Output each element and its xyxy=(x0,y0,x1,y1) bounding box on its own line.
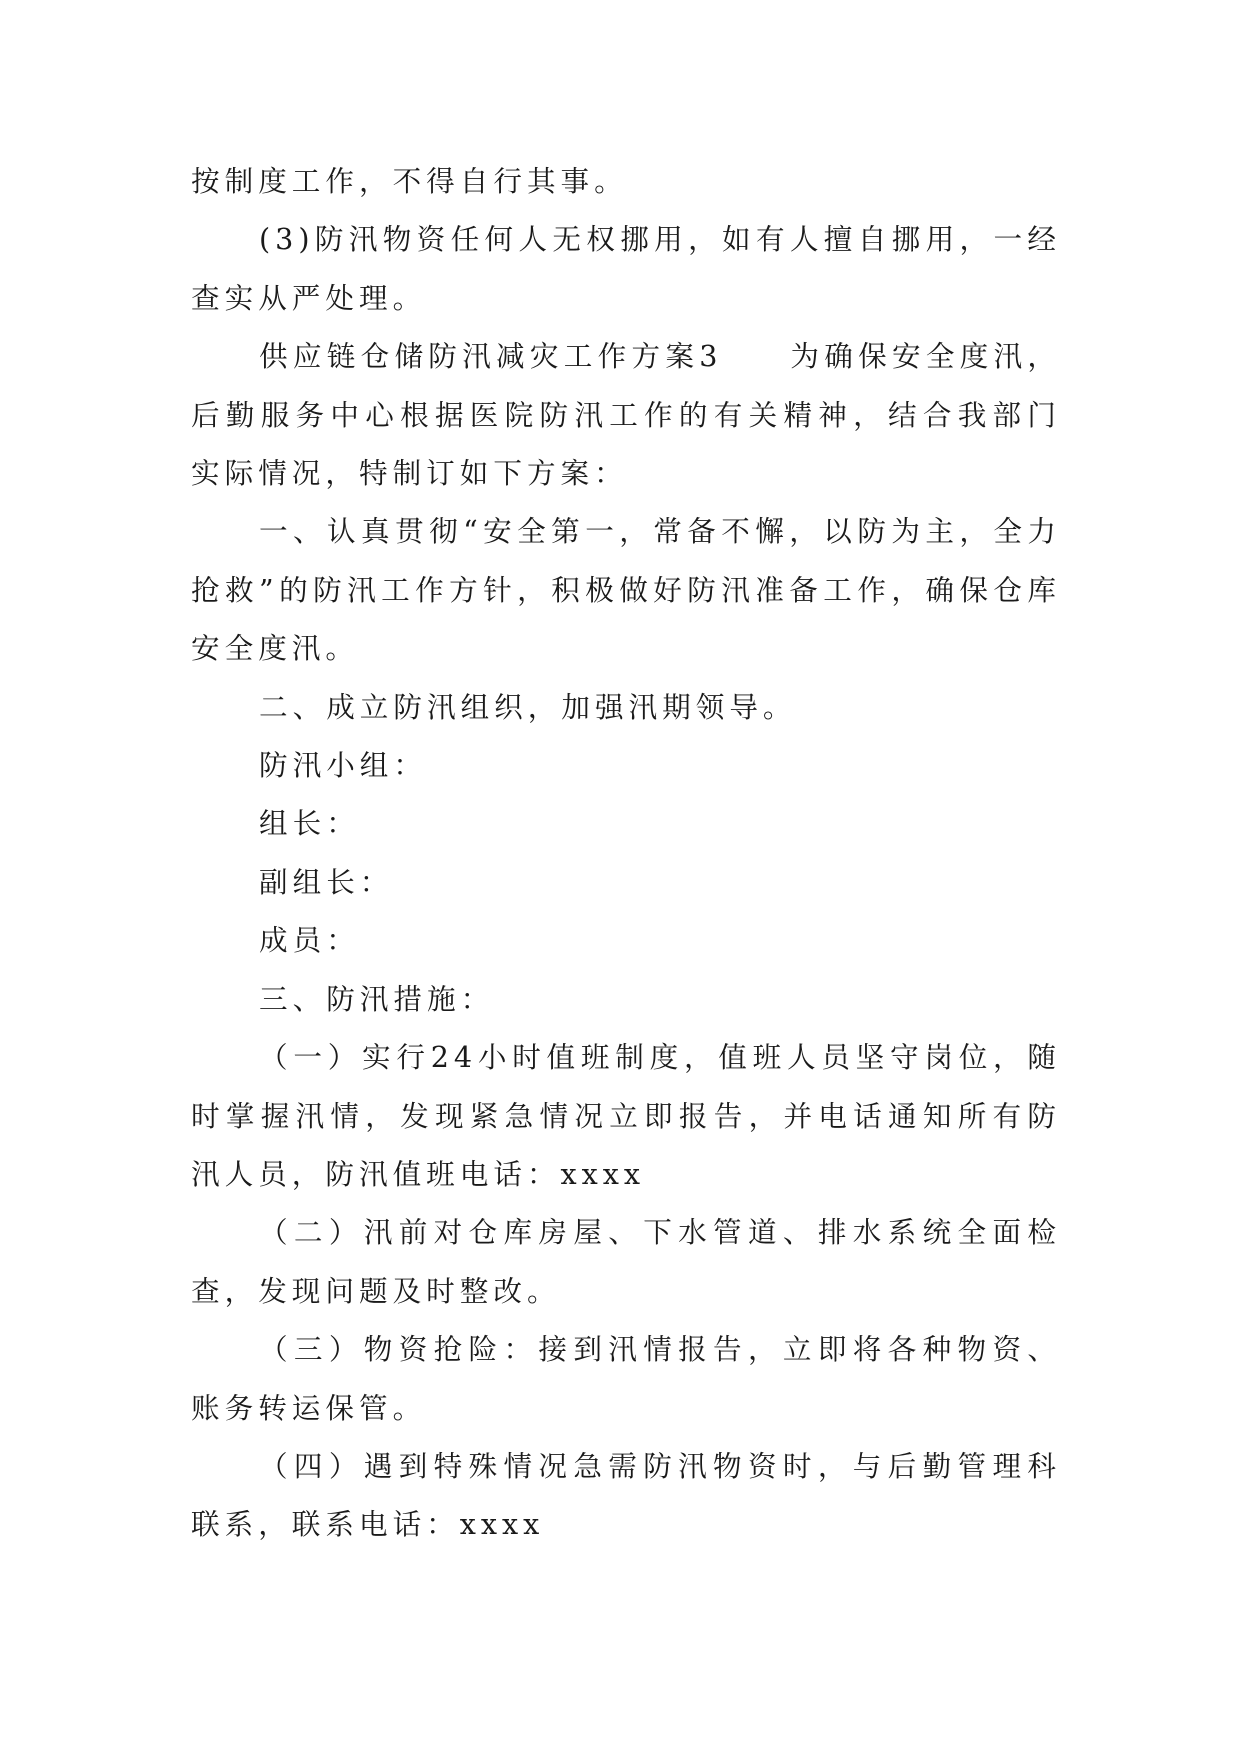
paragraph-team: 防汛小组： xyxy=(259,748,427,783)
paragraph-deputy-leader: 副组长： xyxy=(259,864,394,899)
paragraph-section-1: 一、认真贯彻“安全第一，常备不懈，以防为主，全力抢救”的防汛工作方针，积极做好防汛准备工作，确保仓库安全度汛。 xyxy=(191,514,1061,666)
paragraph-measure-3: （三）物资抢险：接到汛情报告，立即将各种物资、账务转运保管。 xyxy=(191,1332,1061,1425)
paragraph-item-3: (3)防汛物资任何人无权挪用，如有人擅自挪用，一经查实从严处理。 xyxy=(191,222,1061,315)
paragraph-plan-intro: 供应链仓储防汛减灾工作方案3 为确保安全度汛，后勤服务中心根据医院防汛工作的有关精神，结合我部门实际情况，特制订如下方案： xyxy=(191,339,1061,491)
paragraph-leader: 组长： xyxy=(259,806,360,841)
paragraph-section-3: 三、防汛措施： xyxy=(259,981,495,1016)
paragraph-section-2: 二、成立防汛组织，加强汛期领导。 xyxy=(259,689,797,724)
paragraph-measure-2: （二）汛前对仓库房屋、下水管道、排水系统全面检查，发现问题及时整改。 xyxy=(191,1215,1061,1308)
paragraph-measure-4: （四）遇到特殊情况急需防汛物资时，与后勤管理科联系，联系电话：xxxx xyxy=(191,1448,1061,1542)
paragraph-continuation: 按制度工作，不得自行其事。 xyxy=(191,164,628,198)
paragraph-members: 成员： xyxy=(259,923,360,958)
paragraph-measure-1: （一）实行24小时值班制度，值班人员坚守岗位，随时掌握汛情，发现紧急情况立即报告，并电话通知所有防汛人员，防汛值班电话：xxxx xyxy=(191,1040,1061,1191)
document-page xyxy=(191,152,1061,1554)
